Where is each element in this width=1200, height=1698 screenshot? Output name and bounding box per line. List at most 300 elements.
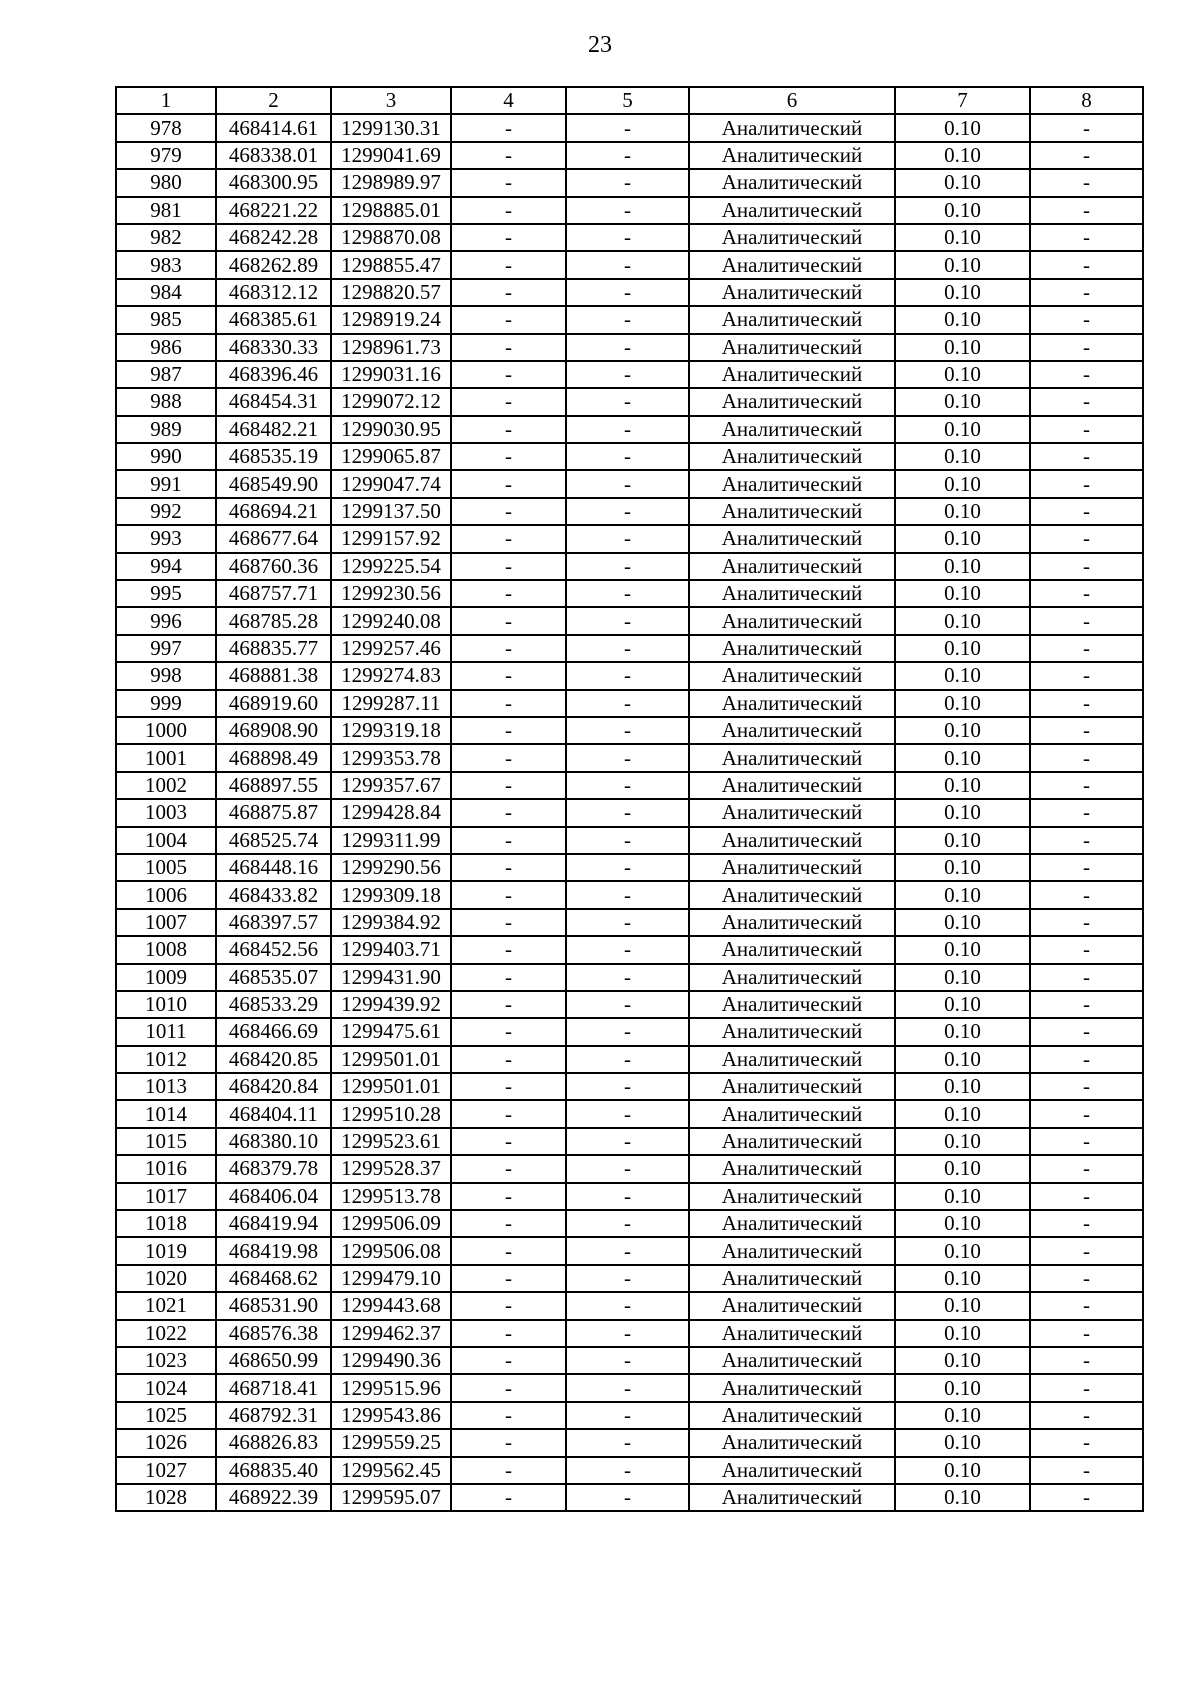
- table-cell: -: [451, 470, 566, 497]
- table-cell: 0.10: [895, 1183, 1030, 1210]
- table-cell: Аналитический: [689, 416, 895, 443]
- table-row: [116, 1484, 1143, 1511]
- table-cell: Аналитический: [689, 1402, 895, 1429]
- table-cell: -: [451, 361, 566, 388]
- table-cell: 1299595.07: [331, 1484, 451, 1511]
- table-cell: 468760.36: [216, 553, 331, 580]
- table-cell: -: [1030, 1155, 1143, 1182]
- table-row: [116, 854, 1143, 881]
- table-cell: Аналитический: [689, 936, 895, 963]
- table-cell: -: [451, 717, 566, 744]
- table-cell: 1010: [116, 991, 216, 1018]
- table-cell: 468404.11: [216, 1100, 331, 1127]
- table-cell: 980: [116, 169, 216, 196]
- table-row: [116, 690, 1143, 717]
- table-cell: 1013: [116, 1073, 216, 1100]
- table-cell: 1299506.09: [331, 1210, 451, 1237]
- table-cell: Аналитический: [689, 799, 895, 826]
- table-cell: 1299353.78: [331, 744, 451, 771]
- table-cell: 0.10: [895, 580, 1030, 607]
- table-cell: 0.10: [895, 1484, 1030, 1511]
- table-cell: Аналитический: [689, 388, 895, 415]
- table-cell: Аналитический: [689, 607, 895, 634]
- table-cell: 994: [116, 553, 216, 580]
- table-cell: 468694.21: [216, 498, 331, 525]
- page-number: 23: [588, 32, 612, 58]
- table-cell: -: [451, 388, 566, 415]
- table-cell: 1299513.78: [331, 1183, 451, 1210]
- table-cell: -: [566, 361, 689, 388]
- table-cell: 1001: [116, 744, 216, 771]
- table-cell: 990: [116, 443, 216, 470]
- table-cell: 1299230.56: [331, 580, 451, 607]
- table-cell: -: [566, 772, 689, 799]
- table-cell: -: [566, 197, 689, 224]
- table-row: [116, 662, 1143, 689]
- table-cell: -: [451, 1183, 566, 1210]
- table-row: [116, 470, 1143, 497]
- table-cell: 468419.98: [216, 1237, 331, 1264]
- table-cell: -: [451, 827, 566, 854]
- table-cell: 0.10: [895, 1402, 1030, 1429]
- table-cell: -: [566, 827, 689, 854]
- table-cell: 1299501.01: [331, 1046, 451, 1073]
- table-cell: 0.10: [895, 827, 1030, 854]
- table-row: [116, 1320, 1143, 1347]
- table-cell: 0.10: [895, 443, 1030, 470]
- column-header: 8: [1030, 87, 1143, 114]
- table-cell: -: [566, 964, 689, 991]
- table-cell: 1299130.31: [331, 114, 451, 141]
- table-cell: -: [1030, 416, 1143, 443]
- table-row: [116, 1100, 1143, 1127]
- table-cell: 1299240.08: [331, 607, 451, 634]
- table-row: [116, 197, 1143, 224]
- table-cell: 981: [116, 197, 216, 224]
- table-cell: Аналитический: [689, 580, 895, 607]
- table-cell: -: [451, 799, 566, 826]
- table-cell: -: [566, 909, 689, 936]
- table-cell: Аналитический: [689, 443, 895, 470]
- table-cell: 1299137.50: [331, 498, 451, 525]
- table-cell: -: [566, 306, 689, 333]
- table-row: [116, 498, 1143, 525]
- table-cell: 1004: [116, 827, 216, 854]
- table-cell: -: [451, 1018, 566, 1045]
- table-cell: -: [451, 1457, 566, 1484]
- table-cell: -: [1030, 388, 1143, 415]
- table-cell: Аналитический: [689, 279, 895, 306]
- table-cell: -: [566, 1237, 689, 1264]
- table-cell: Аналитический: [689, 772, 895, 799]
- table-cell: -: [566, 1073, 689, 1100]
- table-row: [116, 580, 1143, 607]
- table-cell: 1299431.90: [331, 964, 451, 991]
- table-cell: -: [451, 279, 566, 306]
- table-row: [116, 717, 1143, 744]
- table-cell: 0.10: [895, 1457, 1030, 1484]
- table-cell: Аналитический: [689, 854, 895, 881]
- table-cell: 0.10: [895, 1347, 1030, 1374]
- table-header: [116, 87, 1143, 114]
- table-cell: -: [451, 525, 566, 552]
- table-cell: 468875.87: [216, 799, 331, 826]
- table-cell: 988: [116, 388, 216, 415]
- table-cell: -: [1030, 1402, 1143, 1429]
- column-header: 6: [689, 87, 895, 114]
- table-cell: Аналитический: [689, 909, 895, 936]
- table-cell: -: [1030, 279, 1143, 306]
- table-cell: -: [566, 553, 689, 580]
- table-row: [116, 361, 1143, 388]
- table-cell: 978: [116, 114, 216, 141]
- table-cell: 468535.07: [216, 964, 331, 991]
- table-body: [116, 114, 1143, 1511]
- table-cell: 986: [116, 334, 216, 361]
- column-header: 1: [116, 87, 216, 114]
- table-cell: -: [1030, 361, 1143, 388]
- table-cell: 0.10: [895, 772, 1030, 799]
- table-cell: -: [451, 1128, 566, 1155]
- table-cell: 0.10: [895, 279, 1030, 306]
- table-cell: Аналитический: [689, 827, 895, 854]
- table-cell: Аналитический: [689, 498, 895, 525]
- table-cell: 0.10: [895, 662, 1030, 689]
- table-cell: 468396.46: [216, 361, 331, 388]
- table-cell: 468482.21: [216, 416, 331, 443]
- table-cell: 468835.40: [216, 1457, 331, 1484]
- table-cell: 468338.01: [216, 142, 331, 169]
- table-cell: -: [1030, 964, 1143, 991]
- table-cell: -: [451, 744, 566, 771]
- table-cell: 468531.90: [216, 1292, 331, 1319]
- table-cell: -: [1030, 169, 1143, 196]
- table-cell: Аналитический: [689, 1210, 895, 1237]
- table-cell: -: [566, 1320, 689, 1347]
- table-cell: -: [451, 334, 566, 361]
- table-cell: -: [566, 416, 689, 443]
- table-cell: 468826.83: [216, 1429, 331, 1456]
- table-cell: -: [566, 142, 689, 169]
- table-cell: 468468.62: [216, 1265, 331, 1292]
- table-cell: 1016: [116, 1155, 216, 1182]
- table-cell: 468533.29: [216, 991, 331, 1018]
- table-cell: Аналитический: [689, 1183, 895, 1210]
- table-cell: -: [1030, 772, 1143, 799]
- table-cell: 0.10: [895, 169, 1030, 196]
- table-cell: -: [1030, 909, 1143, 936]
- table-cell: 0.10: [895, 854, 1030, 881]
- table-cell: 468221.22: [216, 197, 331, 224]
- table-cell: -: [1030, 197, 1143, 224]
- table-cell: 1299047.74: [331, 470, 451, 497]
- table-cell: -: [1030, 224, 1143, 251]
- table-cell: Аналитический: [689, 1046, 895, 1073]
- table-cell: -: [566, 498, 689, 525]
- table-cell: 1008: [116, 936, 216, 963]
- table-cell: -: [1030, 553, 1143, 580]
- table-row: [116, 1183, 1143, 1210]
- table-cell: -: [1030, 799, 1143, 826]
- table-cell: -: [451, 1484, 566, 1511]
- table-cell: -: [451, 1265, 566, 1292]
- table-cell: 1018: [116, 1210, 216, 1237]
- table-cell: -: [1030, 662, 1143, 689]
- table-cell: 468330.33: [216, 334, 331, 361]
- table-cell: -: [451, 662, 566, 689]
- table-cell: Аналитический: [689, 1374, 895, 1401]
- table-cell: -: [566, 1457, 689, 1484]
- table-cell: 983: [116, 251, 216, 278]
- table-cell: -: [566, 799, 689, 826]
- table-cell: 468300.95: [216, 169, 331, 196]
- table-cell: 0.10: [895, 1429, 1030, 1456]
- table-cell: 1017: [116, 1183, 216, 1210]
- table-cell: 468922.39: [216, 1484, 331, 1511]
- table-cell: 468414.61: [216, 114, 331, 141]
- table-cell: 468785.28: [216, 607, 331, 634]
- table-cell: -: [566, 662, 689, 689]
- table-cell: -: [566, 114, 689, 141]
- table-row: [116, 279, 1143, 306]
- table-cell: -: [566, 881, 689, 908]
- table-cell: 991: [116, 470, 216, 497]
- table-cell: -: [566, 1018, 689, 1045]
- table-cell: 468792.31: [216, 1402, 331, 1429]
- table-row: [116, 334, 1143, 361]
- table-cell: -: [1030, 1292, 1143, 1319]
- table-cell: -: [566, 991, 689, 1018]
- table-cell: 468454.31: [216, 388, 331, 415]
- table-cell: Аналитический: [689, 635, 895, 662]
- table-cell: 1299506.08: [331, 1237, 451, 1264]
- table-cell: Аналитический: [689, 1073, 895, 1100]
- table-cell: 0.10: [895, 744, 1030, 771]
- table-cell: 468835.77: [216, 635, 331, 662]
- table-cell: Аналитический: [689, 251, 895, 278]
- table-row: [116, 525, 1143, 552]
- table-cell: -: [566, 525, 689, 552]
- table-row: [116, 443, 1143, 470]
- table-cell: -: [1030, 854, 1143, 881]
- table-cell: -: [566, 1484, 689, 1511]
- table-cell: -: [451, 854, 566, 881]
- table-cell: 1023: [116, 1347, 216, 1374]
- table-cell: 1299439.92: [331, 991, 451, 1018]
- table-cell: -: [566, 1402, 689, 1429]
- table-cell: -: [451, 1155, 566, 1182]
- table-cell: -: [566, 279, 689, 306]
- table-cell: 1299462.37: [331, 1320, 451, 1347]
- table-cell: 468549.90: [216, 470, 331, 497]
- table-cell: 1299225.54: [331, 553, 451, 580]
- table-cell: -: [451, 1073, 566, 1100]
- table-cell: 468448.16: [216, 854, 331, 881]
- table-cell: 1299443.68: [331, 1292, 451, 1319]
- column-header: 2: [216, 87, 331, 114]
- table-cell: 0.10: [895, 909, 1030, 936]
- table-cell: 1299041.69: [331, 142, 451, 169]
- table-cell: 1005: [116, 854, 216, 881]
- table-cell: 468380.10: [216, 1128, 331, 1155]
- table-cell: 1022: [116, 1320, 216, 1347]
- table-cell: -: [566, 854, 689, 881]
- table-cell: 0.10: [895, 224, 1030, 251]
- table-cell: 468881.38: [216, 662, 331, 689]
- table-cell: 1299428.84: [331, 799, 451, 826]
- table-cell: 1299357.67: [331, 772, 451, 799]
- table-cell: 1000: [116, 717, 216, 744]
- table-cell: -: [566, 1128, 689, 1155]
- table-cell: 1299290.56: [331, 854, 451, 881]
- table-row: [116, 1347, 1143, 1374]
- table-cell: 1299031.16: [331, 361, 451, 388]
- table-cell: -: [1030, 470, 1143, 497]
- table-cell: -: [1030, 1347, 1143, 1374]
- table-cell: -: [451, 306, 566, 333]
- table-cell: -: [1030, 1018, 1143, 1045]
- table-cell: 1298870.08: [331, 224, 451, 251]
- table-cell: 1026: [116, 1429, 216, 1456]
- table-cell: -: [451, 881, 566, 908]
- table-cell: 0.10: [895, 881, 1030, 908]
- table-cell: 1299490.36: [331, 1347, 451, 1374]
- table-cell: Аналитический: [689, 197, 895, 224]
- table-cell: 1027: [116, 1457, 216, 1484]
- table-cell: -: [566, 1046, 689, 1073]
- table-cell: 1021: [116, 1292, 216, 1319]
- table-cell: 468420.84: [216, 1073, 331, 1100]
- table-cell: 989: [116, 416, 216, 443]
- table-cell: -: [451, 1210, 566, 1237]
- table-cell: -: [451, 1292, 566, 1319]
- table-cell: -: [451, 936, 566, 963]
- table-cell: 995: [116, 580, 216, 607]
- table-row: [116, 1292, 1143, 1319]
- table-cell: 1014: [116, 1100, 216, 1127]
- table-cell: 1299072.12: [331, 388, 451, 415]
- table-cell: 468897.55: [216, 772, 331, 799]
- table-cell: -: [1030, 1265, 1143, 1292]
- table-cell: 1299515.96: [331, 1374, 451, 1401]
- table-cell: -: [451, 580, 566, 607]
- table-row: [116, 1237, 1143, 1264]
- table-cell: 468576.38: [216, 1320, 331, 1347]
- table-cell: 468433.82: [216, 881, 331, 908]
- table-cell: -: [566, 470, 689, 497]
- table-cell: Аналитический: [689, 169, 895, 196]
- table-cell: -: [1030, 1073, 1143, 1100]
- table-cell: 0.10: [895, 1320, 1030, 1347]
- table-cell: -: [566, 936, 689, 963]
- table-cell: -: [1030, 635, 1143, 662]
- table-cell: 0.10: [895, 1046, 1030, 1073]
- table-cell: 997: [116, 635, 216, 662]
- table-cell: 982: [116, 224, 216, 251]
- table-row: [116, 909, 1143, 936]
- table-cell: 1025: [116, 1402, 216, 1429]
- table-cell: 996: [116, 607, 216, 634]
- table-cell: Аналитический: [689, 744, 895, 771]
- table-cell: 0.10: [895, 306, 1030, 333]
- table-cell: -: [451, 1429, 566, 1456]
- table-cell: -: [566, 1183, 689, 1210]
- table-cell: -: [451, 1237, 566, 1264]
- table-cell: -: [1030, 1320, 1143, 1347]
- table-cell: -: [566, 1292, 689, 1319]
- table-cell: Аналитический: [689, 1292, 895, 1319]
- table-cell: 0.10: [895, 690, 1030, 717]
- table-cell: 468525.74: [216, 827, 331, 854]
- table-cell: 1299501.01: [331, 1073, 451, 1100]
- table-row: [116, 936, 1143, 963]
- table-row: [116, 1128, 1143, 1155]
- table-cell: 0.10: [895, 251, 1030, 278]
- table-cell: -: [1030, 580, 1143, 607]
- table-cell: 468919.60: [216, 690, 331, 717]
- table-cell: 1299523.61: [331, 1128, 451, 1155]
- table-cell: -: [451, 635, 566, 662]
- table-row: [116, 1402, 1143, 1429]
- table-cell: 1299309.18: [331, 881, 451, 908]
- table-cell: -: [451, 964, 566, 991]
- table-cell: 468535.19: [216, 443, 331, 470]
- table-cell: 0.10: [895, 799, 1030, 826]
- table-cell: -: [566, 690, 689, 717]
- table-row: [116, 306, 1143, 333]
- table-cell: 0.10: [895, 470, 1030, 497]
- table-cell: 0.10: [895, 114, 1030, 141]
- table-cell: 1298989.97: [331, 169, 451, 196]
- table-cell: -: [1030, 881, 1143, 908]
- table-cell: 1298961.73: [331, 334, 451, 361]
- table-cell: 468419.94: [216, 1210, 331, 1237]
- table-cell: Аналитический: [689, 1100, 895, 1127]
- table-cell: 0.10: [895, 1100, 1030, 1127]
- table-cell: 1020: [116, 1265, 216, 1292]
- table-cell: 468757.71: [216, 580, 331, 607]
- table-cell: 993: [116, 525, 216, 552]
- table-row: [116, 224, 1143, 251]
- table-cell: 1299319.18: [331, 717, 451, 744]
- table-cell: -: [451, 114, 566, 141]
- column-header: 5: [566, 87, 689, 114]
- table-row: [116, 251, 1143, 278]
- table-cell: Аналитический: [689, 1429, 895, 1456]
- table-cell: -: [566, 443, 689, 470]
- table-cell: -: [1030, 142, 1143, 169]
- table-cell: -: [1030, 1429, 1143, 1456]
- table-cell: -: [1030, 1484, 1143, 1511]
- table-cell: -: [451, 443, 566, 470]
- table-cell: 1299274.83: [331, 662, 451, 689]
- table-cell: 979: [116, 142, 216, 169]
- table-row: [116, 1155, 1143, 1182]
- table-row: [116, 744, 1143, 771]
- table-cell: Аналитический: [689, 1347, 895, 1374]
- table-cell: -: [1030, 1210, 1143, 1237]
- table-cell: 1299384.92: [331, 909, 451, 936]
- table-cell: -: [1030, 1237, 1143, 1264]
- table-cell: 0.10: [895, 334, 1030, 361]
- table-cell: 468466.69: [216, 1018, 331, 1045]
- table-cell: -: [566, 251, 689, 278]
- table-cell: 468242.28: [216, 224, 331, 251]
- table-row: [116, 635, 1143, 662]
- table-cell: 468908.90: [216, 717, 331, 744]
- table-row: [116, 1210, 1143, 1237]
- table-cell: Аналитический: [689, 470, 895, 497]
